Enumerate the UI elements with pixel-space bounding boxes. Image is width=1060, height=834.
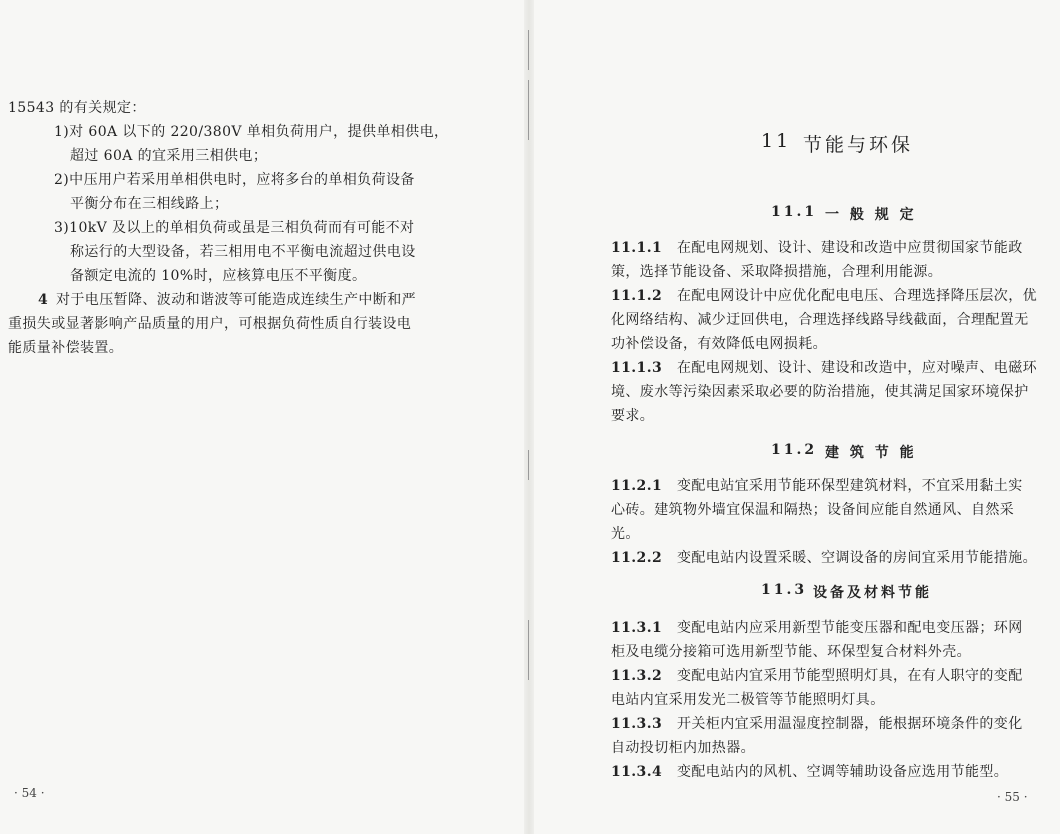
text-line: 重损失或显著影响产品质量的用户，可根据负荷性质自行装设电	[8, 316, 412, 332]
text-line: 变配电站内应采用新型节能变压器和配电变压器；环网	[677, 620, 1023, 636]
text-line: 超过 60A 的宜采用三相供电；	[70, 148, 268, 164]
clause-number: 11.3.3	[611, 716, 663, 732]
section-number: 11.3	[761, 582, 808, 598]
page-gutter	[524, 0, 534, 834]
text-line: 能质量补偿装置。	[8, 340, 124, 356]
text-line: 开关柜内宜采用温湿度控制器，能根据环境条件的变化	[677, 716, 1023, 732]
clause-number: 11.3.4	[611, 764, 663, 780]
text-line: 对于电压暂降、波动和谐波等可能造成连续生产中断和严	[56, 292, 416, 308]
text-line: 策，选择节能设备、采取降损措施，合理利用能源。	[611, 264, 943, 280]
text-line: 功补偿设备，有效降低电网损耗。	[611, 336, 827, 352]
clause-number: 11.1.2	[611, 288, 663, 304]
clause-number: 11.3.2	[611, 668, 663, 684]
gutter-mark	[528, 620, 529, 680]
page-number: · 55 ·	[997, 790, 1028, 804]
text-line: 15543 的有关规定：	[8, 100, 146, 116]
text-line: 自动投切柜内加热器。	[611, 740, 755, 756]
text-line: 化网络结构、减少迂回供电，合理选择线路导线截面，合理配置无	[611, 312, 1029, 328]
section-number: 11.2	[771, 442, 818, 458]
gutter-mark	[528, 80, 529, 140]
text-line: 备额定电流的 10%时，应核算电压不平衡度。	[70, 268, 367, 284]
section-title: 一 般 规 定	[825, 207, 917, 223]
text-line: 光。	[611, 526, 640, 542]
text-line: 3)10kV 及以上的单相负荷或虽是三相负荷而有可能不对	[54, 220, 415, 236]
text-line: 在配电网规划、设计、建设和改造中，应对噪声、电磁环	[677, 360, 1037, 376]
section-title: 建 筑 节 能	[825, 445, 917, 461]
text-line: 平衡分布在三相线路上；	[70, 196, 229, 212]
text-line: 在配电网设计中应优化配电电压、合理选择降压层次，优	[677, 288, 1037, 304]
text-line: 柜及电缆分接箱可选用新型节能、环保型复合材料外壳。	[611, 644, 971, 660]
text-line: 变配电站内的风机、空调等辅助设备应选用节能型。	[677, 764, 1009, 780]
text-line: 1)对 60A 以下的 220/380V 单相负荷用户，提供单相供电，	[54, 124, 449, 140]
clause-number: 11.1.3	[611, 360, 663, 376]
text-line: 变配电站宜采用节能环保型建筑材料，不宜采用黏土实	[677, 478, 1023, 494]
section-title: 设备及材料节能	[813, 585, 932, 601]
text-line: 变配电站内宜采用节能型照明灯具，在有人职守的变配	[677, 668, 1023, 684]
text-line: 电站内宜采用发光二极管等节能照明灯具。	[611, 692, 885, 708]
text-line: 2)中压用户若采用单相供电时，应将多台的单相负荷设备	[54, 172, 415, 188]
chapter-title: 节能与环保	[803, 134, 914, 156]
chapter-number: 11	[761, 130, 792, 152]
text-line: 要求。	[611, 408, 655, 424]
text-line: 心砖。建筑物外墙宜保温和隔热；设备间应能自然通风、自然采	[611, 502, 1015, 518]
text-line: 在配电网规划、设计、建设和改造中应贯彻国家节能政	[677, 240, 1023, 256]
clause-number: 11.2.2	[611, 550, 663, 566]
clause-number: 11.1.1	[611, 240, 663, 256]
gutter-mark	[528, 450, 529, 480]
text-line: 称运行的大型设备，若三相用电不平衡电流超过供电设	[70, 244, 416, 260]
clause-number: 11.2.1	[611, 478, 663, 494]
item-number: 4	[38, 292, 49, 308]
left-page	[0, 0, 525, 834]
text-line: 境、废水等污染因素采取必要的防治措施，使其满足国家环境保护	[611, 384, 1029, 400]
text-line: 变配电站内设置采暖、空调设备的房间宜采用节能措施。	[677, 550, 1037, 566]
right-page	[535, 0, 1060, 834]
gutter-mark	[528, 30, 529, 70]
clause-number: 11.3.1	[611, 620, 663, 636]
page-number: · 54 ·	[14, 786, 45, 800]
section-number: 11.1	[771, 204, 818, 220]
